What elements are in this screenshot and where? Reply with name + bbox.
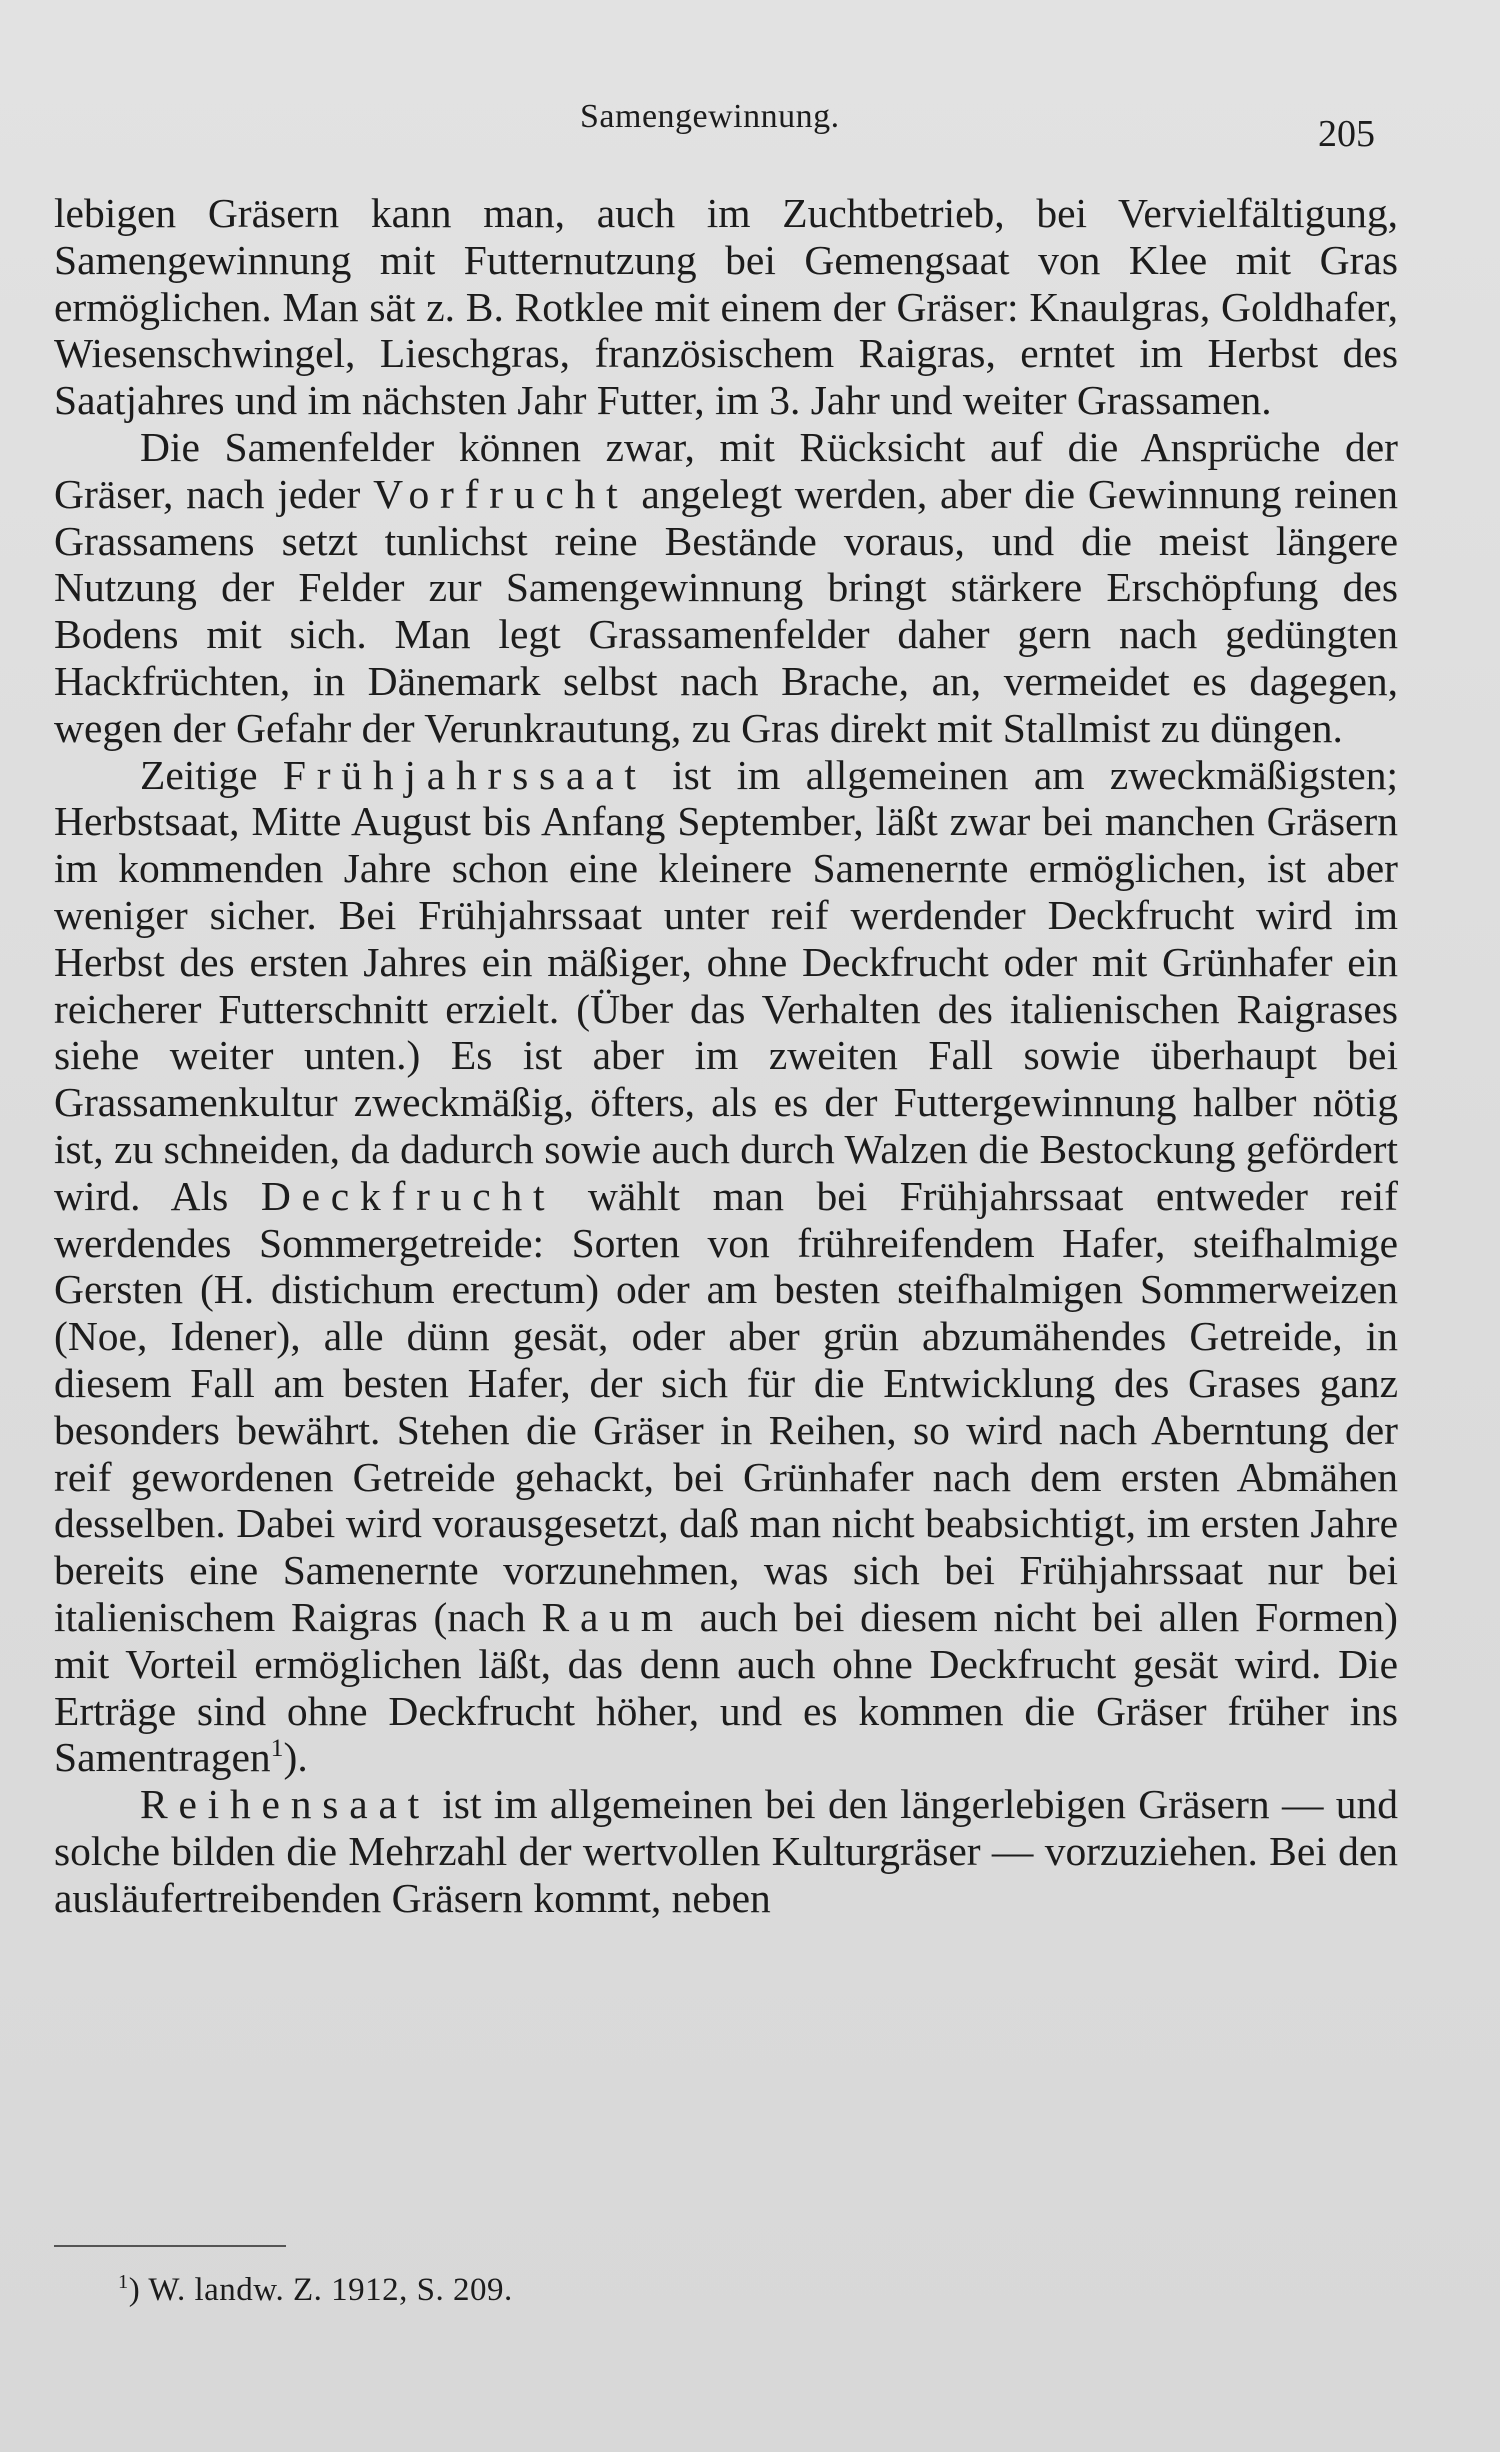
footnote-reference: 1 <box>270 1733 284 1763</box>
footnote-marker: 1 <box>118 2271 129 2293</box>
paragraph <box>54 190 1398 424</box>
emphasized-term: Reihensaat <box>140 1781 430 1828</box>
text-run: lebigen Gräsern kann man, auch im Zuchtbetrieb, bei Vervielfältigung, Samengewinnung mit Futternutzung bei Gemengsaat von Klee mit Gras ermöglichen. Man sät z. B. Rotklee mit einem der Gräser: Knaulgras, Goldhafer, Wiesenschwingel, Lieschgras, französischem Raigras, erntet im Herbst des Saatjahres und im nächsten Jahr Futter, im 3. Jahr und weiter Grassamen. <box>54 190 1398 424</box>
text-run: auch bei diesem nicht bei allen Formen) mit Vorteil ermöglichen läßt, das denn auch ohne Deckfrucht gesät wird. Die Erträge sind ohne Deckfrucht höher, und es kommen die Gräser früher ins Samentragen <box>54 1593 1398 1781</box>
text-run: ). <box>283 1734 308 1781</box>
running-title: Samengewinnung. <box>580 98 840 135</box>
text-run: ist im allgemeinen bei den längerlebigen Gräsern — und solche bilden die Mehrzahl der wertvollen Kulturgräser — vorzuziehen. Bei den ausläufertreibenden Gräsern kommt, neben <box>54 1781 1398 1921</box>
text-run: angelegt werden, aber die Gewinnung reinen Grassamens setzt tunlichst reine Bestände voraus, und die meist längere Nutzung der Felder zur Samengewinnung bringt stärkere Erschöpfung des Bodens mit sich. Man legt Grassamenfelder daher gern nach gedüngten Hackfrüchten, in Dänemark selbst nach Brache, an, vermeidet es dagegen, wegen der Gefahr der Verunkrautung, zu Gras direkt mit Stallmist zu düngen. <box>54 470 1398 751</box>
paragraph <box>54 752 1398 1782</box>
text-run: ist im allgemeinen am zweckmäßigsten; Herbstsaat, Mitte August bis Anfang September, läßt zwar bei manchen Gräsern im kommenden Jahre schon eine kleinere Samenernte ermöglichen, ist aber weniger sicher. Bei Frühjahrssaat unter reif werdender Deckfrucht wird im Herbst des ersten Jahres ein mäßiger, ohne Deckfrucht oder mit Grünhafer ein reicherer Futterschnitt erzielt. (Über das Verhalten des italienischen Raigrases siehe weiter unten.) Es ist aber im zweiten Fall sowie überhaupt bei Grassamenkultur zweckmäßig, öfters, als es der Futtergewinnung halber nötig ist, zu schneiden, da dadurch sowie auch durch Walzen die Bestockung gefördert wird. Als <box>54 751 1399 1219</box>
body-text <box>54 190 1398 1921</box>
footnote <box>118 2272 513 2309</box>
footnote-text: ) W. landw. Z. 1912, S. 209. <box>128 2272 513 2308</box>
page-number: 205 <box>1318 113 1375 155</box>
emphasized-term: Frühjahrssaat <box>282 751 647 798</box>
emphasized-term: Deckfrucht <box>260 1172 556 1219</box>
text-run: Zeitige <box>140 751 283 798</box>
text-run: wählt man bei Frühjahrssaat entweder reif werdendes Sommergetreide: Sorten von frühreifendem Hafer, steifhalmige Gersten (H. distichum erectum) oder am besten steifhalmigen Sommerweizen (Noe, Idener), alle dünn gesät, oder aber grün abzumähendes Getreide, in diesem Fall am besten Hafer, der sich für die Entwicklung des Grases ganz besonders bewährt. Stehen die Gräser in Reihen, so wird nach Aberntung der reif gewordenen Getreide gehackt, bei Grünhafer nach dem ersten Abmähen desselben. Dabei wird vorausgesetzt, daß man nicht beabsichtigt, im ersten Jahre bereits eine Samenernte vorzunehmen, was sich bei Frühjahrssaat nur bei italienischem Raigras (nach <box>54 1172 1398 1640</box>
footnote-divider <box>54 2245 286 2247</box>
text-run: Die Samenfelder können zwar, mit Rücksicht auf die Ansprüche der Gräser, nach jeder <box>54 423 1398 517</box>
paragraph <box>54 1781 1398 1921</box>
paragraph <box>54 424 1398 752</box>
emphasized-term: Raum <box>541 1593 684 1640</box>
page-header <box>0 98 1500 158</box>
emphasized-term: Vorfrucht <box>373 470 629 517</box>
